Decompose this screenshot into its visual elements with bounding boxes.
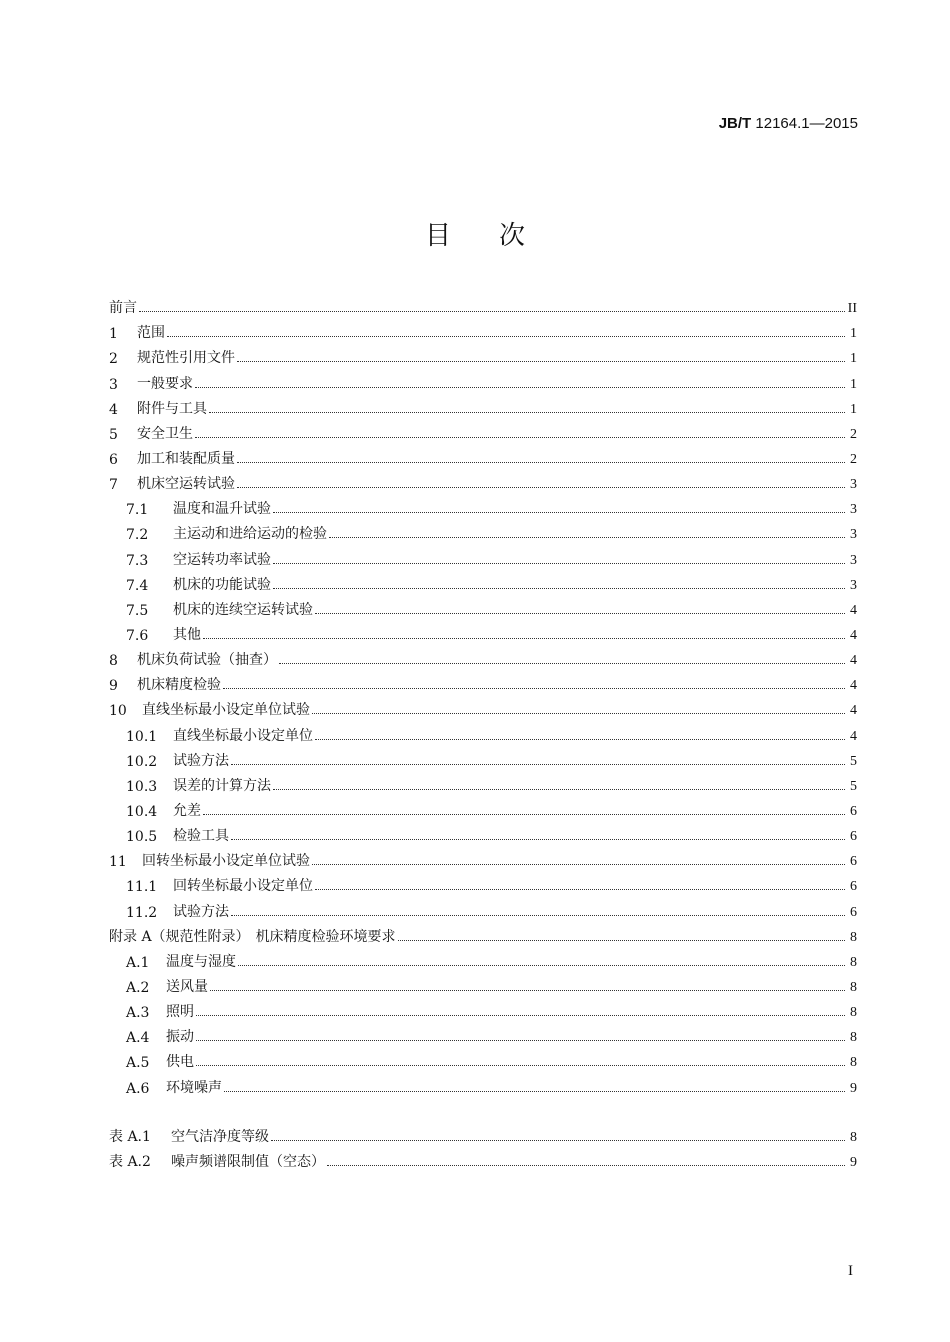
toc-entry[interactable] bbox=[109, 870, 857, 895]
toc-entry-number: 7.5 bbox=[126, 602, 149, 619]
toc-entry[interactable] bbox=[109, 770, 857, 795]
toc-entry-number: 7.4 bbox=[126, 577, 149, 594]
toc-entry-number: A.1 bbox=[126, 954, 150, 971]
toc-entry-number: 2 bbox=[109, 351, 118, 368]
toc-entry-title: 安全卫生 bbox=[137, 425, 193, 442]
toc-entry-number: 7.2 bbox=[126, 527, 149, 544]
toc-leader-dots bbox=[195, 437, 845, 438]
toc-entry[interactable] bbox=[109, 342, 857, 367]
toc-entry-number: 10.2 bbox=[126, 753, 158, 770]
toc-entry-title: 加工和装配质量 bbox=[137, 450, 235, 467]
table-of-contents bbox=[109, 292, 857, 1097]
toc-entry-page: 9 bbox=[850, 1080, 857, 1096]
toc-entry-title: 机床精度检验环境要求 bbox=[255, 928, 396, 945]
toc-leader-dots bbox=[196, 1040, 845, 1041]
toc-entry-page: 8 bbox=[850, 979, 857, 995]
page-number: I bbox=[848, 1263, 853, 1279]
toc-leader-dots bbox=[312, 713, 845, 714]
toc-leader-dots bbox=[210, 990, 845, 991]
toc-entry-page: 5 bbox=[850, 753, 857, 769]
toc-leader-dots bbox=[271, 1140, 845, 1141]
toc-entry[interactable] bbox=[109, 367, 857, 392]
toc-entry[interactable] bbox=[109, 619, 857, 644]
toc-entry-number: 11.2 bbox=[126, 904, 158, 921]
toc-entry-title: 环境噪声 bbox=[166, 1079, 222, 1096]
toc-entry-page: II bbox=[847, 301, 857, 317]
toc-leader-dots bbox=[195, 387, 845, 388]
toc-entry-number: 5 bbox=[109, 426, 118, 443]
toc-entry-page: 4 bbox=[850, 627, 857, 643]
toc-entry[interactable] bbox=[109, 443, 857, 468]
toc-entry[interactable] bbox=[109, 971, 857, 996]
toc-entry-number: A.3 bbox=[126, 1005, 150, 1022]
toc-entry-title: 规范性引用文件 bbox=[137, 350, 235, 367]
toc-entry[interactable] bbox=[109, 418, 857, 443]
toc-entry-page: 1 bbox=[850, 376, 857, 392]
toc-entry[interactable] bbox=[109, 921, 857, 946]
toc-entry-page: 3 bbox=[850, 502, 857, 518]
toc-entry-title: 振动 bbox=[166, 1029, 194, 1046]
toc-entry[interactable] bbox=[109, 795, 857, 820]
toc-entry[interactable] bbox=[109, 543, 857, 568]
toc-entry-title: 附件与工具 bbox=[137, 400, 207, 417]
list-of-tables bbox=[109, 1121, 857, 1171]
toc-entry[interactable] bbox=[109, 895, 857, 920]
toc-entry-title: 主运动和进给运动的检验 bbox=[173, 526, 327, 543]
toc-entry-number: 表 A.2 bbox=[109, 1154, 151, 1171]
toc-entry[interactable] bbox=[109, 719, 857, 744]
toc-leader-dots bbox=[237, 462, 845, 463]
toc-entry[interactable] bbox=[109, 1046, 857, 1071]
toc-leader-dots bbox=[203, 638, 845, 639]
toc-entry-page: 6 bbox=[850, 854, 857, 870]
toc-entry-number: 6 bbox=[109, 451, 118, 468]
toc-entry-number: 8 bbox=[109, 653, 118, 670]
toc-entry-number: 7.6 bbox=[126, 627, 149, 644]
toc-leader-dots bbox=[196, 1015, 845, 1016]
toc-entry[interactable] bbox=[109, 946, 857, 971]
toc-entry-number: 4 bbox=[109, 401, 118, 418]
toc-entry-number: A.5 bbox=[126, 1055, 150, 1072]
toc-entry-title: 范围 bbox=[137, 325, 165, 342]
toc-entry-number: 表 A.1 bbox=[109, 1129, 151, 1146]
toc-leader-dots bbox=[327, 1165, 845, 1166]
toc-entry-page: 8 bbox=[850, 1055, 857, 1071]
toc-entry-number: A.4 bbox=[126, 1030, 150, 1047]
toc-leader-dots bbox=[167, 336, 845, 337]
toc-entry-page: 2 bbox=[850, 451, 857, 467]
toc-entry[interactable] bbox=[109, 393, 857, 418]
toc-entry[interactable] bbox=[109, 468, 857, 493]
toc-leader-dots bbox=[209, 412, 845, 413]
page-title: 目次 bbox=[424, 221, 573, 251]
toc-leader-dots bbox=[273, 512, 845, 513]
toc-entry-page: 1 bbox=[850, 351, 857, 367]
toc-entry-page: 8 bbox=[850, 1030, 857, 1046]
toc-entry-title: 一般要求 bbox=[137, 375, 193, 392]
toc-entry-page: 3 bbox=[850, 527, 857, 543]
toc-entry-title: 空气洁净度等级 bbox=[171, 1129, 269, 1146]
toc-entry-page: 4 bbox=[850, 703, 857, 719]
toc-leader-dots bbox=[196, 1065, 845, 1066]
toc-entry-page: 9 bbox=[850, 1155, 857, 1171]
toc-entry[interactable] bbox=[109, 820, 857, 845]
toc-entry-title: 直线坐标最小设定单位 bbox=[173, 727, 313, 744]
toc-entry-number: 10.4 bbox=[126, 803, 158, 820]
toc-entry-number: 10.3 bbox=[126, 778, 158, 795]
toc-entry-title: 供电 bbox=[166, 1054, 194, 1071]
toc-leader-dots bbox=[315, 889, 845, 890]
toc-entry-title: 机床负荷试验（抽查） bbox=[137, 652, 277, 669]
toc-entry[interactable] bbox=[109, 594, 857, 619]
toc-entry-number: 3 bbox=[109, 376, 118, 393]
toc-entry[interactable] bbox=[109, 1071, 857, 1096]
toc-entry-page: 4 bbox=[850, 678, 857, 694]
toc-entry[interactable] bbox=[109, 669, 857, 694]
toc-leader-dots bbox=[223, 688, 845, 689]
toc-leader-dots bbox=[224, 1091, 845, 1092]
toc-entry[interactable] bbox=[109, 845, 857, 870]
toc-entry-page: 6 bbox=[850, 904, 857, 920]
toc-leader-dots bbox=[238, 965, 845, 966]
toc-entry-title: 回转坐标最小设定单位 bbox=[173, 878, 313, 895]
toc-entry-title: 噪声频谱限制值（空态） bbox=[171, 1154, 325, 1171]
toc-entry-number: 附录 A（规范性附录） bbox=[109, 928, 250, 945]
toc-entry[interactable] bbox=[109, 996, 857, 1021]
toc-entry[interactable] bbox=[109, 518, 857, 543]
toc-entry-page: 4 bbox=[850, 602, 857, 618]
toc-entry-number: 11 bbox=[109, 854, 127, 871]
toc-entry[interactable] bbox=[109, 1021, 857, 1046]
toc-leader-dots bbox=[273, 563, 845, 564]
toc-entry-number: 10 bbox=[109, 703, 127, 720]
toc-entry-page: 6 bbox=[850, 803, 857, 819]
toc-entry[interactable] bbox=[109, 1121, 857, 1146]
toc-leader-dots bbox=[312, 864, 845, 865]
toc-entry-number: 7 bbox=[109, 477, 118, 494]
toc-entry-title: 温度与湿度 bbox=[166, 953, 236, 970]
toc-entry-title: 空运转功率试验 bbox=[173, 551, 271, 568]
toc-entry-number: 11.1 bbox=[126, 879, 158, 896]
toc-entry-page: 5 bbox=[850, 778, 857, 794]
toc-leader-dots bbox=[237, 361, 845, 362]
toc-entry-title: 试验方法 bbox=[173, 752, 229, 769]
toc-leader-dots bbox=[203, 814, 845, 815]
toc-entry-page: 2 bbox=[850, 426, 857, 442]
toc-entry[interactable] bbox=[109, 694, 857, 719]
toc-entry-title: 机床空运转试验 bbox=[137, 476, 235, 493]
toc-entry-page: 8 bbox=[850, 954, 857, 970]
toc-leader-dots bbox=[398, 940, 845, 941]
toc-entry-title: 送风量 bbox=[166, 978, 208, 995]
toc-leader-dots bbox=[329, 537, 845, 538]
toc-leader-dots bbox=[315, 739, 845, 740]
toc-entry[interactable] bbox=[109, 317, 857, 342]
toc-entry[interactable] bbox=[109, 1146, 857, 1171]
toc-entry-title: 机床的功能试验 bbox=[173, 576, 271, 593]
standard-code-prefix: JB/T bbox=[718, 115, 752, 132]
toc-entry-number: 7.1 bbox=[126, 502, 149, 519]
toc-entry[interactable] bbox=[109, 644, 857, 669]
toc-leader-dots bbox=[139, 311, 845, 312]
toc-entry-title: 试验方法 bbox=[173, 903, 229, 920]
toc-entry-page: 3 bbox=[850, 577, 857, 593]
toc-entry-title: 其他 bbox=[173, 626, 201, 643]
toc-leader-dots bbox=[273, 588, 845, 589]
toc-entry-page: 8 bbox=[850, 1130, 857, 1146]
toc-entry-number: A.6 bbox=[126, 1080, 150, 1097]
toc-entry-number: 10.5 bbox=[126, 829, 158, 846]
toc-entry-number: A.2 bbox=[126, 979, 150, 996]
toc-entry[interactable] bbox=[109, 493, 857, 518]
toc-entry-title: 误差的计算方法 bbox=[173, 777, 271, 794]
toc-leader-dots bbox=[279, 663, 845, 664]
toc-entry-title: 前言 bbox=[109, 300, 137, 317]
toc-entry-title: 回转坐标最小设定单位试验 bbox=[142, 853, 310, 870]
toc-leader-dots bbox=[273, 789, 845, 790]
toc-leader-dots bbox=[231, 915, 845, 916]
toc-entry-title: 检验工具 bbox=[173, 828, 229, 845]
toc-entry-number: 10.1 bbox=[126, 728, 158, 745]
standard-code bbox=[600, 115, 858, 132]
toc-entry-page: 3 bbox=[850, 477, 857, 493]
toc-entry-title: 机床的连续空运转试验 bbox=[173, 601, 313, 618]
toc-entry-page: 6 bbox=[850, 829, 857, 845]
toc-entry-page: 4 bbox=[850, 728, 857, 744]
toc-entry-page: 1 bbox=[850, 326, 857, 342]
standard-code-number: 12164.1—2015 bbox=[751, 115, 858, 132]
toc-entry-page: 4 bbox=[850, 653, 857, 669]
toc-entry[interactable] bbox=[109, 292, 857, 317]
toc-entry-page: 8 bbox=[850, 929, 857, 945]
toc-entry-page: 3 bbox=[850, 552, 857, 568]
toc-entry-number: 9 bbox=[109, 678, 118, 695]
toc-leader-dots bbox=[231, 839, 845, 840]
toc-entry-page: 1 bbox=[850, 401, 857, 417]
toc-entry[interactable] bbox=[109, 745, 857, 770]
toc-entry-title: 直线坐标最小设定单位试验 bbox=[142, 702, 310, 719]
toc-entry-page: 8 bbox=[850, 1005, 857, 1021]
toc-entry-title: 机床精度检验 bbox=[137, 677, 221, 694]
toc-entry[interactable] bbox=[109, 569, 857, 594]
toc-leader-dots bbox=[315, 613, 845, 614]
toc-entry-page: 6 bbox=[850, 879, 857, 895]
toc-entry-number: 1 bbox=[109, 326, 118, 343]
toc-entry-title: 允差 bbox=[173, 802, 201, 819]
toc-entry-title: 照明 bbox=[166, 1004, 194, 1021]
toc-leader-dots bbox=[237, 487, 845, 488]
toc-entry-number: 7.3 bbox=[126, 552, 149, 569]
toc-entry-title: 温度和温升试验 bbox=[173, 501, 271, 518]
toc-leader-dots bbox=[231, 764, 845, 765]
